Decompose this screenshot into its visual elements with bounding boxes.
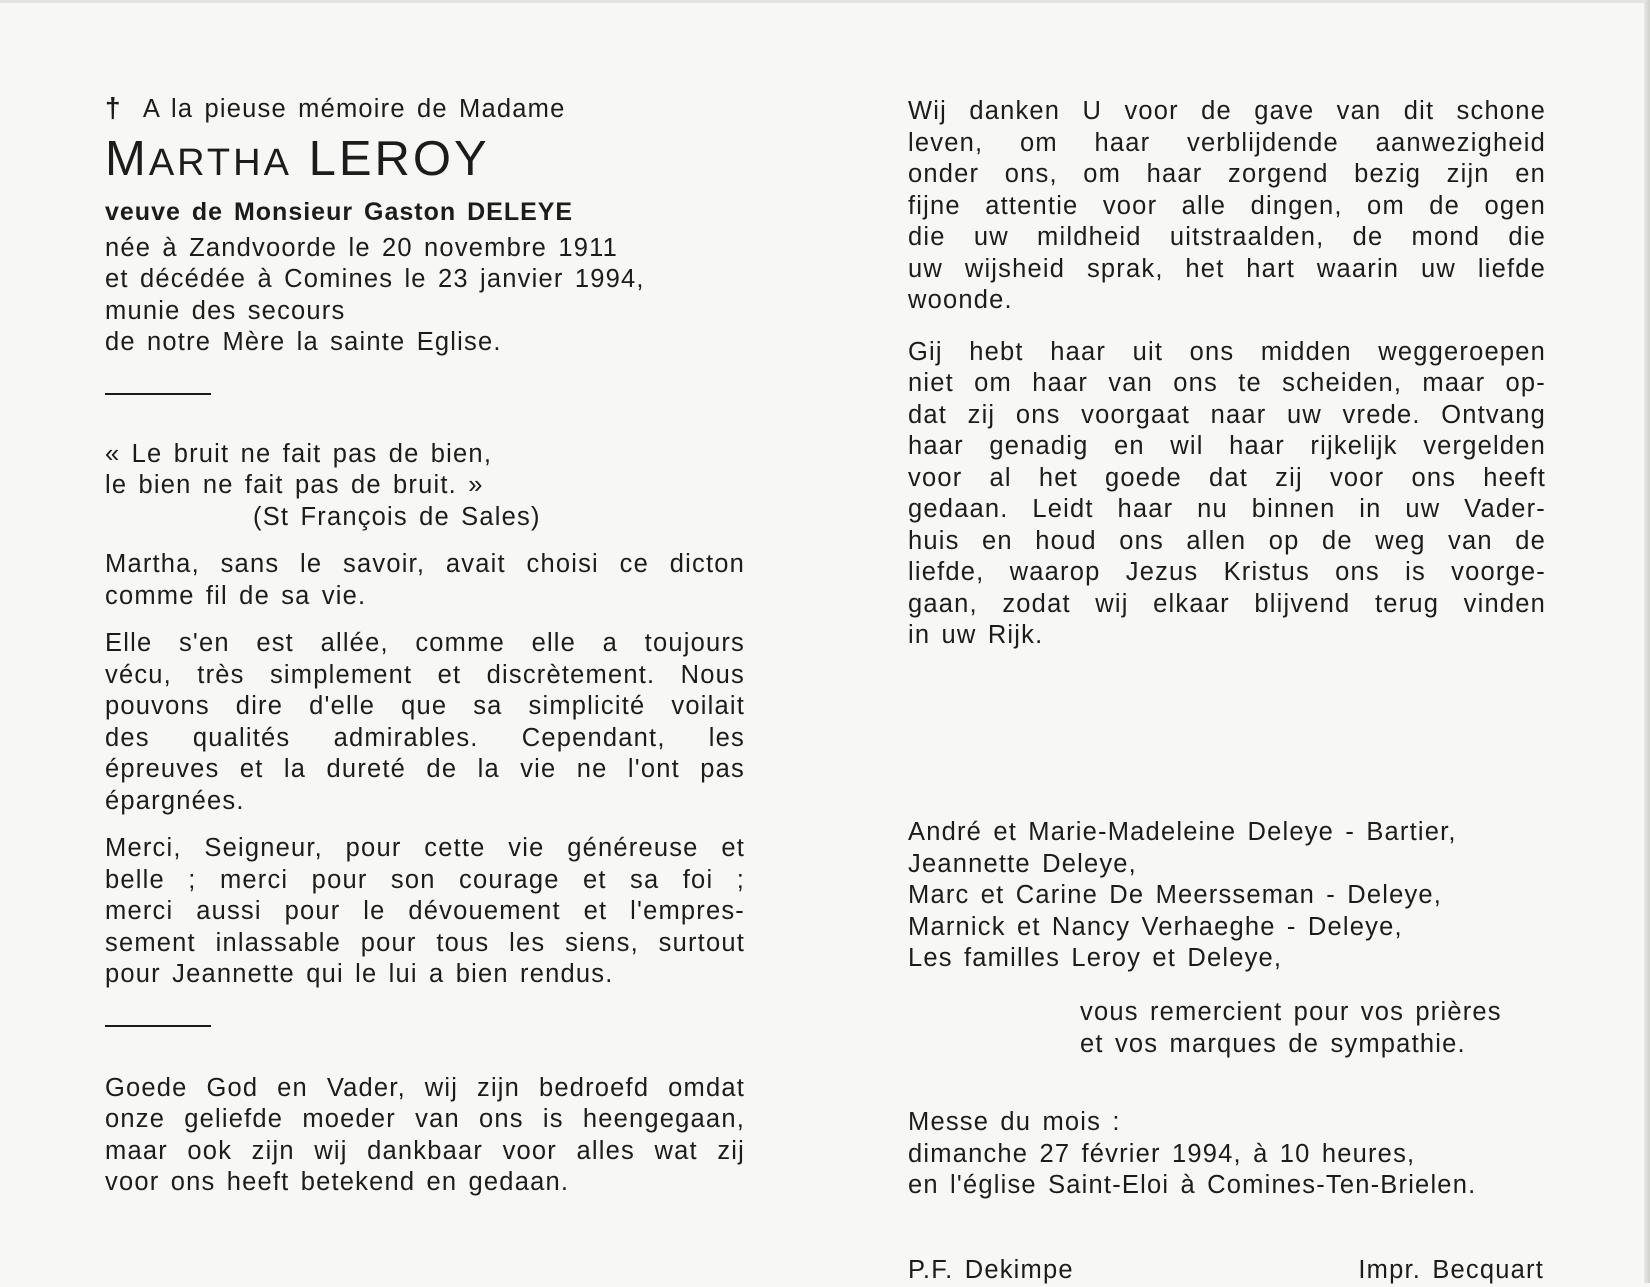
prayer-line: voor ons heeft betekend en gedaan. [105,1168,570,1196]
paragraph-line: Gij hebt haar uit ons midden weggeroepen [908,337,1546,366]
paragraph-line: Merci, Seigneur, pour cette vie généreuse et [105,834,745,862]
thanks-line: vous remercient pour vos prières [1080,998,1502,1026]
paragraph-line: sement inlassable pour tous les siens, surtout [105,928,745,957]
paragraph-line: épreuves et la dureté de la vie ne l'ont pas [105,755,745,783]
mass-date: dimanche 27 février 1994, à 10 heures, [908,1139,1416,1168]
paragraph-line: uw wijsheid sprak, het hart waarin uw liefde [908,254,1546,283]
paragraph-line: belle ; merci pour son courage et sa foi ; [105,865,745,894]
paragraph-line: pour Jeannette qui le lui a bien rendus. [105,960,614,988]
prayer-line: onze geliefde moeder van ons is heengegaan, [105,1105,745,1133]
card-right-edge [1644,0,1650,1283]
widow-line: veuve de Monsieur Gaston DELEYE [105,197,574,226]
paragraph-line: leven, om haar verblijdende aanwezigheid [908,128,1546,157]
paragraph-line: liefde, waarop Jezus Kristus ons is voorge- [908,558,1546,586]
first-name-initial: M [105,131,149,186]
prayer-thanks-paragraph [908,96,1546,317]
paragraph-line: woonde. [908,286,1013,314]
birth-line: munie des secours [105,296,346,325]
prayer-line: maar ook zijn wij dankbaar voor alles wat zij [105,1136,745,1165]
paragraph-line: haar genadig en wil haar rijkelijk vergelden [908,432,1546,460]
right-column [908,96,1546,652]
paragraph-line: voor al het goede dat zij voor ons heeft [908,463,1546,492]
paragraph-line: épargnées. [105,786,245,815]
birth-death-block [105,233,745,359]
last-name: LEROY [308,131,490,186]
family-member: Jeannette Deleye, [908,849,1137,878]
mass-location: en l'église Saint-Eloi à Comines-Ten-Brielen. [908,1171,1477,1199]
prayer-line: Goede God en Vader, wij zijn bedroefd omdat [105,1073,745,1102]
paragraph-line: vécu, très simplement et discrètement. Nous [105,660,745,689]
first-name-rest: ARTHA [148,141,292,184]
paragraph-line: gedaan. Leidt haar nu binnen in uw Vader- [908,495,1546,523]
paragraph-line: huis en houd ons allen op de weg van de [908,526,1546,555]
family-member: Marc et Carine De Meersseman - Deleye, [908,881,1443,909]
mass-heading: Messe du mois : [908,1108,1121,1136]
family-member: Les familles Leroy et Deleye, [908,944,1283,972]
family-member: André et Marie-Madeleine Deleye - Bartier, [908,818,1457,846]
divider-rule [105,1025,211,1027]
divider-rule [105,393,211,395]
mass-info [908,1107,1476,1202]
paragraph-line: comme fil de sa vie. [105,581,367,610]
paragraph-line: pouvons dire d'elle que sa simplicité voilait [105,692,745,720]
quote-line: le bien ne fait pas de bruit. » [105,471,484,499]
family-member: Marnick et Nancy Verhaeghe - Deleye, [908,912,1403,941]
thanks-line: et vos marques de sympathie. [1080,1029,1466,1058]
paragraph-line: in uw Rijk. [908,621,1044,649]
card-top-edge [0,0,1650,3]
cross-icon: † [105,92,122,123]
left-column [105,92,745,1199]
printer-right: Impr. Becquart [1358,1256,1544,1284]
prayer-block [105,1073,745,1199]
paragraph-thanks [105,833,745,991]
intro-line [105,92,745,126]
paragraph-line: die uw mildheid uitstraalden, de mond die [908,223,1546,251]
printer-left: P.F. Dekimpe [908,1256,1074,1284]
paragraph-line: merci aussi pour le dévouement et l'empres- [105,897,745,925]
prayer-called-away-paragraph [908,337,1546,652]
deceased-name [105,130,745,192]
intro-text: A la pieuse mémoire de Madame [142,95,566,123]
paragraph-motto [105,549,745,612]
birth-line: de notre Mère la sainte Eglise. [105,328,502,356]
paragraph-line: des qualités admirables. Cependant, les [105,723,745,752]
paragraph-life [105,628,745,817]
paragraph-line: fijne attentie voor alle dingen, om de ogen [908,191,1546,220]
thanks-block [1080,997,1502,1060]
quote-line: « Le bruit ne fait pas de bien, [105,439,493,468]
paragraph-line: gaan, zodat wij elkaar blijvend terug vinden [908,589,1546,618]
family-list [908,817,1457,975]
paragraph-line: Elle s'en est allée, comme elle a toujours [105,629,745,657]
paragraph-line: niet om haar van ons te scheiden, maar op- [908,369,1546,397]
quote-block [105,439,745,534]
paragraph-line: Martha, sans le savoir, avait choisi ce dicton [105,550,745,578]
birth-line: et décédée à Comines le 23 janvier 1994, [105,265,645,293]
paragraph-line: onder ons, om haar zorgend bezig zijn en [908,160,1546,188]
paragraph-line: Wij danken U voor de gave van dit schone [908,97,1546,125]
birth-line: née à Zandvoorde le 20 novembre 1911 [105,233,618,262]
paragraph-line: dat zij ons voorgaat naar uw vrede. Ontvang [908,400,1546,429]
quote-author: (St François de Sales) [253,502,541,531]
printer-credits [908,1255,1544,1287]
